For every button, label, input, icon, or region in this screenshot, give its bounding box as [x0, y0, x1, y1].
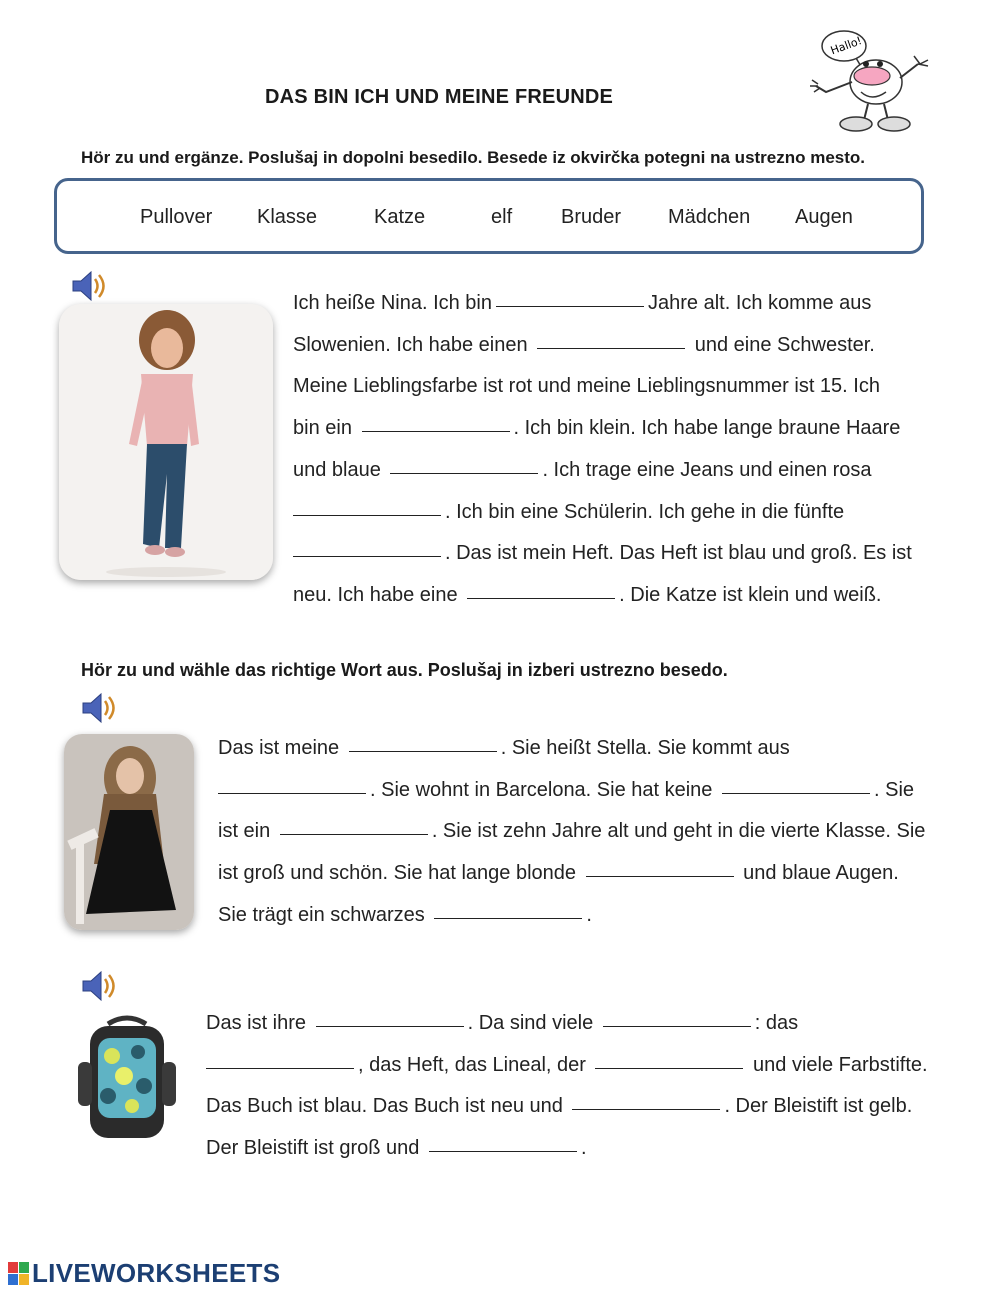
word-bank-item[interactable]: Pullover — [140, 206, 213, 228]
speaker-icon[interactable] — [70, 268, 110, 304]
text-line: bin ein . Ich bin klein. Ich habe lange braune Haare — [293, 408, 912, 450]
text-line: Das ist meine . Sie heißt Stella. Sie kommt aus — [218, 728, 925, 770]
liveworksheets-logo-icon — [8, 1262, 30, 1286]
blank-drop-target[interactable] — [293, 495, 441, 516]
text-line: Der Bleistift ist groß und . — [206, 1128, 928, 1170]
blank-select[interactable] — [280, 814, 428, 835]
section2-instruction: Hör zu und wähle das richtige Wort aus. Poslušaj in izberi ustrezno besedo. — [81, 660, 728, 680]
speaker-icon[interactable] — [80, 968, 120, 1004]
text-line: . Ich bin eine Schülerin. Ich gehe in die fünfte — [293, 492, 912, 534]
blank-select[interactable] — [434, 898, 582, 919]
blank-drop-target[interactable] — [537, 328, 685, 349]
blank-select[interactable] — [572, 1089, 720, 1110]
word-bank-item[interactable]: Katze — [374, 206, 426, 228]
text-line: Meine Lieblingsfarbe ist rot und meine Lieblingsnummer ist 15. Ich — [293, 375, 880, 398]
blank-select[interactable] — [349, 731, 497, 752]
text-line: Ich heiße Nina. Ich bin Jahre alt. Ich komme aus — [293, 283, 912, 325]
text-line: Sie trägt ein schwarzes . — [218, 895, 925, 937]
blank-drop-target[interactable] — [467, 578, 615, 599]
word-bank-item[interactable]: Augen — [795, 206, 853, 228]
section2-text-stella — [218, 728, 925, 937]
section1-instruction: Hör zu und ergänze. Poslušaj in dopolni besedilo. Besede iz okvirčka potegni na ustrezno mesto. — [81, 148, 866, 167]
footer-logo-text[interactable]: LIVEWORKSHEETS — [32, 1258, 281, 1288]
word-bank-item[interactable]: Bruder — [561, 206, 622, 228]
section1-text — [293, 283, 912, 617]
word-bank-item[interactable]: Mädchen — [668, 206, 751, 228]
text-line: und blaue . Ich trage eine Jeans und einen rosa — [293, 450, 912, 492]
text-line: . Das ist mein Heft. Das Heft ist blau und groß. Es ist — [293, 533, 912, 575]
text-line: neu. Ich habe eine . Die Katze ist klein und weiß. — [293, 575, 912, 617]
blank-select[interactable] — [218, 773, 366, 794]
text-line: Das ist ihre . Da sind viele : das — [206, 1003, 928, 1045]
text-line: ist groß und schön. Sie hat lange blonde und blaue Augen. — [218, 853, 925, 895]
mascot-bubble-text: Hallo! — [828, 34, 864, 58]
page-title: DAS BIN ICH UND MEINE FREUNDE — [265, 86, 614, 108]
blank-select[interactable] — [586, 856, 734, 877]
blank-drop-target[interactable] — [390, 453, 538, 474]
speaker-icon[interactable] — [80, 690, 120, 726]
photo-girl-pink — [59, 304, 273, 580]
blank-select[interactable] — [316, 1006, 464, 1027]
blank-select[interactable] — [603, 1006, 751, 1027]
text-line: Das Buch ist blau. Das Buch ist neu und . Der Bleistift ist gelb. — [206, 1086, 928, 1128]
mascot-illustration — [806, 20, 934, 136]
blank-select[interactable] — [206, 1048, 354, 1069]
blank-select[interactable] — [595, 1048, 743, 1069]
text-line: ist ein . Sie ist zehn Jahre alt und geht in die vierte Klasse. Sie — [218, 811, 925, 853]
photo-girl-black-dress — [64, 734, 194, 930]
section2-text-backpack — [206, 1003, 928, 1170]
word-bank-item[interactable]: elf — [491, 206, 513, 228]
blank-select[interactable] — [429, 1131, 577, 1152]
blank-select[interactable] — [722, 773, 870, 794]
blank-drop-target[interactable] — [362, 411, 510, 432]
word-bank-item[interactable]: Klasse — [257, 206, 318, 228]
blank-drop-target[interactable] — [293, 536, 441, 557]
text-line: Slowenien. Ich habe einen und eine Schwester. — [293, 325, 912, 367]
blank-drop-target[interactable] — [496, 286, 644, 307]
text-line: . Sie wohnt in Barcelona. Sie hat keine . Sie — [218, 770, 925, 812]
photo-backpack — [72, 1012, 182, 1142]
text-line: , das Heft, das Lineal, der und viele Farbstifte. — [206, 1045, 928, 1087]
